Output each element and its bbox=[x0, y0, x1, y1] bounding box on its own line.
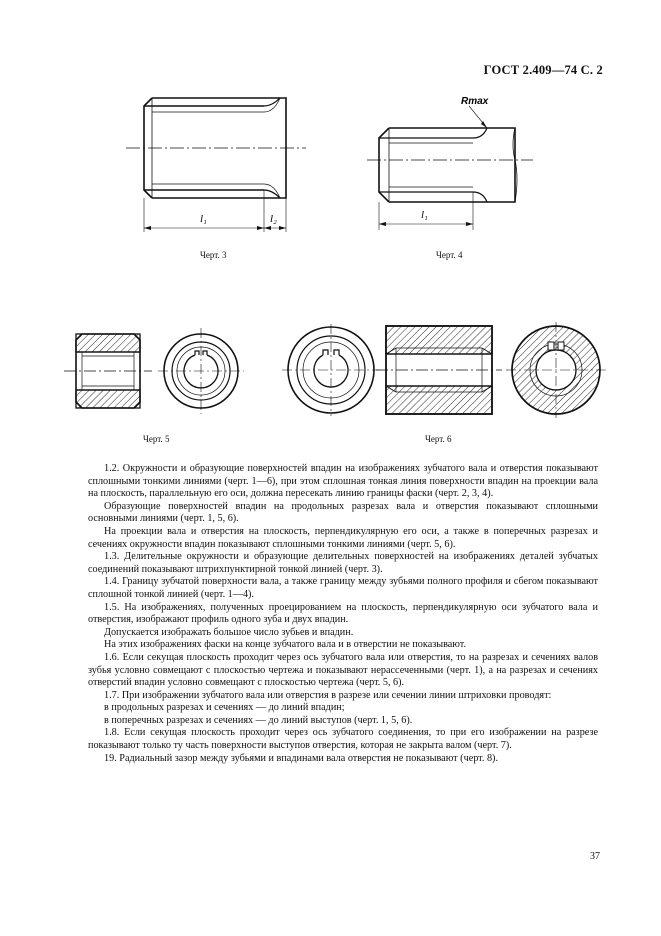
fig3-caption: Черт. 3 bbox=[200, 250, 227, 260]
paragraph: На проекции вала и отверстия на плоскость, перпендикулярную его оси, а также в поперечных разрезах и сечениях окружности впадин показывают сплошными тонкими линиями (черт. 5, 6). bbox=[88, 525, 598, 550]
paragraph: 1.4. Границу зубчатой поверхности вала, а также границу между зубьями полного профиля и сбегом показывают сплошной тонкой линией (черт. 1—4). bbox=[88, 576, 598, 600]
paragraph: 19. Радиальный зазор между зубьями и впадинами вала отверстия не показывают (черт. 8). bbox=[104, 752, 498, 764]
paragraph: Допускается изображать большое число зубьев и впадин. bbox=[104, 626, 354, 638]
figure-6-drawing bbox=[280, 320, 610, 420]
paragraph: в продольных разрезах и сечениях — до линий впадин; bbox=[104, 702, 345, 714]
page-header: ГОСТ 2.409—74 С. 2 bbox=[483, 63, 603, 77]
fig3-l2-label: l₂ bbox=[270, 213, 277, 225]
paragraph: 1.2. Окружности и образующие поверхностей впадин на изображениях зубчатого вала и отверстия показывают сплошными тонкими линиями (черт. 1—6), при этом сплошная тонкая линия поверхности впадин на проекции вала на плоскость, параллельную его оси, должна пересекать линию границы фаски (черт. 2, 3, 4). bbox=[88, 463, 598, 500]
paragraph: 1.8. Если секущая плоскость проходит через ось зубчатого соединения, то при его изображении на разрезе показывают только ту часть поверхности выступов отверстия, которая не закрыта валом (черт. 7). bbox=[88, 727, 598, 752]
fig4-rmax-label: Rmax bbox=[461, 96, 489, 107]
paragraph: 1.7. При изображении зубчатого вала или отверстия в разрезе или сечении линии штриховки проводят: bbox=[104, 689, 552, 701]
page-number: 37 bbox=[590, 851, 600, 862]
paragraph: 1.5. На изображениях, полученных проецированием на плоскость, перпендикулярную оси зубчатого вала и отверстия, изображают профиль одного зуба и двух впадин. bbox=[88, 601, 598, 626]
paragraph: 1.6. Если секущая плоскость проходит через ось зубчатого вала или отверстия, то на разрезах и сечениях валов зубья условно совмещают с плоскостью чертежа и показывают нерассеченными (черт. 1), а на разрезах и сечениях отверстий впадин условно совмещают с плоскостью чертежа (черт. 5, 6). bbox=[88, 651, 598, 689]
figure-3-drawing bbox=[120, 90, 310, 240]
paragraph: в поперечных разрезах и сечениях — до линий выступов (черт. 1, 5, 6). bbox=[104, 714, 413, 726]
fig4-l1-label: l₁ bbox=[421, 209, 428, 221]
paragraph: Образующие поверхностей впадин на продольных разрезах вала и отверстия показывают сплошными основными линиями (черт. 1, 5, 6). bbox=[88, 500, 598, 525]
figure-4-drawing bbox=[365, 90, 535, 240]
fig4-caption: Черт. 4 bbox=[436, 250, 463, 260]
paragraph: 1.3. Делительные окружности и образующие делительных поверхностей на изображениях деталей зубчатых соединений показывают штрихпунктирной тонкой линией (черт. 3). bbox=[88, 551, 598, 575]
fig5-caption: Черт. 5 bbox=[143, 434, 170, 444]
fig3-l1-label: l₁ bbox=[200, 213, 207, 225]
body-text bbox=[88, 463, 598, 765]
fig6-caption: Черт. 6 bbox=[425, 434, 452, 444]
figure-5-drawing bbox=[60, 320, 250, 420]
paragraph: На этих изображениях фаски на конце зубчатого вала и в отверстии не показывают. bbox=[104, 639, 466, 651]
